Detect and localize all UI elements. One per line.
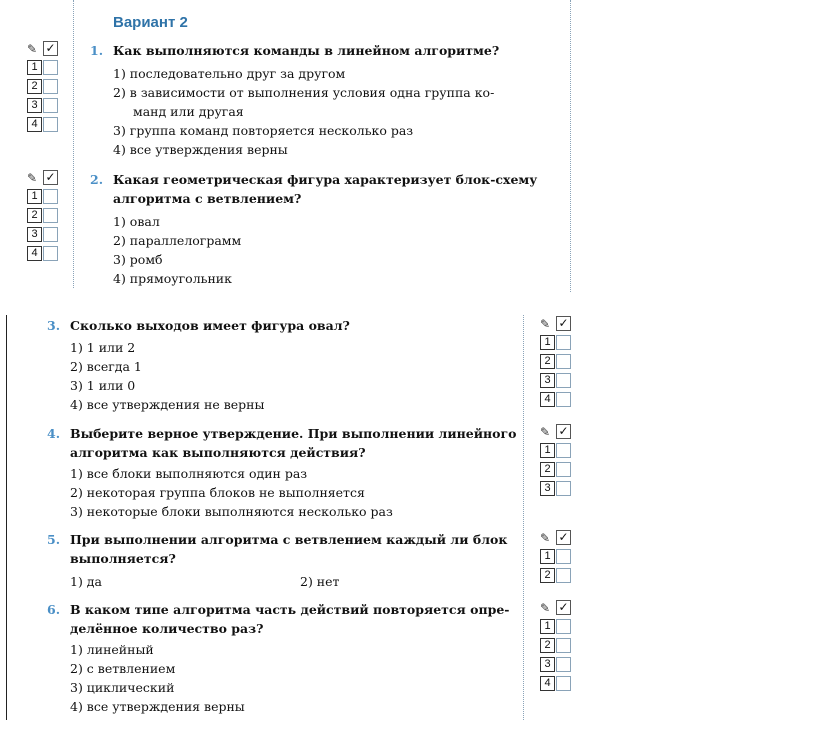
answer-option-continuation: манд или другая: [133, 104, 244, 119]
option-number-box: 2: [540, 638, 555, 653]
question-text-part: Сколько выходов имеет фигура: [70, 318, 309, 333]
left-margin-line-bottom: [6, 315, 7, 720]
check-box[interactable]: ✓: [43, 170, 58, 185]
right-margin-line-top: [570, 0, 571, 292]
check-box[interactable]: ✓: [556, 600, 571, 615]
question-text-line: алгоритма как выполняются действия?: [70, 445, 366, 460]
option-number-box: 1: [27, 60, 42, 75]
variant-title: Вариант 2: [113, 14, 188, 31]
answer-option: 1) все блоки выполняются один раз: [70, 466, 308, 481]
question-number: 6.: [47, 602, 61, 617]
question-number: 2.: [90, 172, 104, 187]
question-number: 5.: [47, 532, 61, 547]
option-number-box: 3: [27, 227, 42, 242]
check-box[interactable]: ✓: [556, 424, 571, 439]
check-box[interactable]: ✓: [43, 41, 58, 56]
check-box[interactable]: ✓: [556, 530, 571, 545]
question-text-part: ?: [342, 318, 350, 333]
pencil-crossed-icon: ✎: [540, 317, 551, 331]
answer-option: 3) 1 или 0: [70, 378, 136, 393]
answer-option: 4) прямоугольник: [113, 271, 232, 286]
answer-option: 1) последовательно друг за другом: [113, 66, 346, 81]
question-text-line: При выполнении алгоритма с ветвлением каждый ли блок: [70, 532, 508, 547]
option-number-box: 1: [540, 335, 555, 350]
question-text-line: Как выполняются команды в линейном алгоритме?: [113, 43, 500, 58]
question-text: [47, 424, 520, 462]
option-number-box: 2: [540, 354, 555, 369]
answer-option: 1) да: [70, 574, 102, 589]
answer-option: 3) циклический: [70, 680, 175, 695]
question-text-line: алгоритма с ветвлением?: [113, 191, 302, 206]
question-text: [47, 530, 520, 568]
answer-box[interactable]: [556, 549, 571, 564]
option-number-box: 2: [540, 462, 555, 477]
option-number-box: 4: [540, 676, 555, 691]
pencil-crossed-icon: ✎: [27, 171, 38, 185]
answer-box[interactable]: [556, 638, 571, 653]
question-6: [47, 600, 520, 716]
question-5: [47, 530, 520, 591]
question-text-emphasis: овал: [308, 318, 343, 333]
question-number: 3.: [47, 318, 61, 333]
question-text-line: делённое количество раз?: [70, 621, 264, 636]
question-number: 4.: [47, 426, 61, 441]
answer-option: 2) нет: [300, 574, 340, 589]
answer-box[interactable]: [43, 98, 58, 113]
option-number-box: 1: [540, 549, 555, 564]
question-number: 1.: [90, 43, 104, 58]
question-text: [90, 41, 565, 60]
answer-option: 2) с ветвлением: [70, 661, 176, 676]
question-text-line: В каком типе алгоритма часть действий повторяется опре-: [70, 602, 510, 617]
option-number-box: 2: [27, 79, 42, 94]
answer-box[interactable]: [556, 354, 571, 369]
pencil-crossed-icon: ✎: [540, 425, 551, 439]
answer-box[interactable]: [556, 657, 571, 672]
answer-option: 4) все утверждения верны: [70, 699, 245, 714]
option-number-box: 1: [540, 443, 555, 458]
answer-option: 1) овал: [113, 214, 160, 229]
option-number-box: 3: [540, 373, 555, 388]
option-number-box: 1: [540, 619, 555, 634]
pencil-crossed-icon: ✎: [540, 601, 551, 615]
option-number-box: 3: [27, 98, 42, 113]
answer-box[interactable]: [556, 443, 571, 458]
question-3: [47, 316, 520, 414]
option-number-box: 3: [540, 657, 555, 672]
option-number-box: 4: [27, 246, 42, 261]
answer-box[interactable]: [556, 335, 571, 350]
answer-box[interactable]: [43, 117, 58, 132]
answer-option: 2) в зависимости от выполнения условия одна группа ко-: [113, 85, 495, 100]
question-4: [47, 424, 520, 521]
question-text-line: выполняется?: [70, 551, 176, 566]
option-number-box: 4: [540, 392, 555, 407]
answer-option: 3) группа команд повторяется несколько раз: [113, 123, 414, 138]
question-text-line: Выберите верное утверждение. При выполнении линейного: [70, 426, 517, 441]
question-2: [90, 170, 565, 288]
question-text: [90, 170, 565, 208]
question-text-line: Какая геометрическая фигура характеризует блок-схему: [113, 172, 538, 187]
question-text: [47, 316, 520, 335]
answer-option: 3) некоторые блоки выполняются несколько раз: [70, 504, 393, 519]
option-number-box: 2: [27, 208, 42, 223]
answer-column-line-bottom: [523, 315, 524, 720]
answer-box[interactable]: [43, 246, 58, 261]
answer-box[interactable]: [556, 676, 571, 691]
pencil-crossed-icon: ✎: [540, 531, 551, 545]
answer-option: 1) линейный: [70, 642, 154, 657]
answer-option: 3) ромб: [113, 252, 163, 267]
answer-option: 2) всегда 1: [70, 359, 142, 374]
left-margin-line-top: [73, 0, 74, 288]
answer-box[interactable]: [43, 189, 58, 204]
option-number-box: 2: [540, 568, 555, 583]
answer-box[interactable]: [43, 208, 58, 223]
answer-box[interactable]: [556, 568, 571, 583]
option-number-box: 1: [27, 189, 42, 204]
question-text: [47, 600, 520, 638]
pencil-crossed-icon: ✎: [27, 42, 38, 56]
question-text-line: [70, 316, 520, 335]
answer-box[interactable]: [43, 60, 58, 75]
option-number-box: 4: [27, 117, 42, 132]
option-number-box: 3: [540, 481, 555, 496]
answer-box[interactable]: [556, 481, 571, 496]
answer-box[interactable]: [556, 373, 571, 388]
check-box[interactable]: ✓: [556, 316, 571, 331]
answer-box[interactable]: [43, 79, 58, 94]
answer-option: 1) 1 или 2: [70, 340, 136, 355]
answer-option: 2) некоторая группа блоков не выполняется: [70, 485, 365, 500]
answer-option: 2) параллелограмм: [113, 233, 242, 248]
answer-option: 4) все утверждения не верны: [70, 397, 265, 412]
answer-option: 4) все утверждения верны: [113, 142, 288, 157]
answer-box[interactable]: [556, 462, 571, 477]
answer-box[interactable]: [43, 227, 58, 242]
answer-box[interactable]: [556, 619, 571, 634]
answer-box[interactable]: [556, 392, 571, 407]
question-1: [90, 41, 565, 159]
